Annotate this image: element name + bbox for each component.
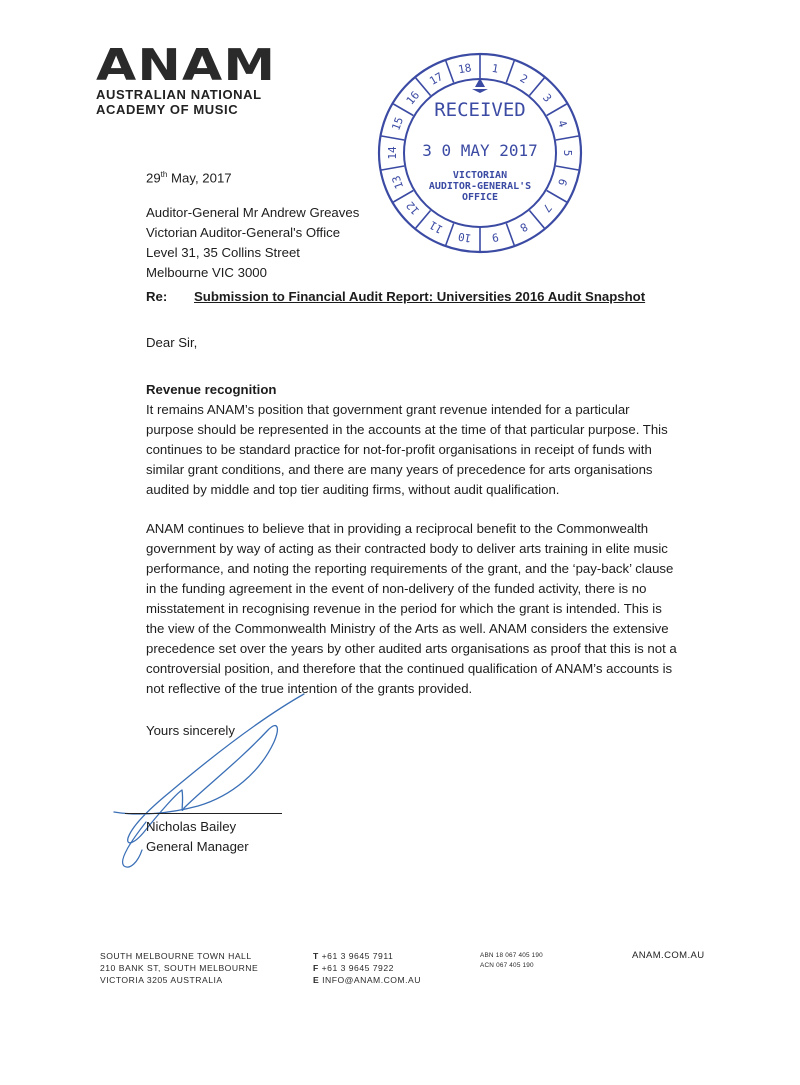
stamp-ring-tick: [446, 223, 454, 245]
stamp-ring-tick: [556, 166, 579, 170]
date-day: 29: [146, 170, 161, 186]
stamp-org-line-1: VICTORIAN: [452, 170, 508, 181]
stamp-ring-tick: [529, 78, 544, 96]
phone-label: T: [313, 951, 319, 961]
email-label: E: [313, 975, 320, 985]
closing: Yours sincerely: [146, 723, 235, 738]
footer-email: [313, 974, 421, 986]
stamp-ring-number: 6: [554, 176, 570, 188]
recipient-address: [146, 203, 359, 283]
logo-line-2: ACADEMY OF MUSIC: [96, 102, 239, 117]
stamp-ring-number: 14: [386, 146, 399, 160]
signature-line: [125, 813, 282, 814]
date-rest: May, 2017: [167, 170, 232, 186]
letter-date: [146, 165, 232, 188]
stamp-ring-number: 17: [427, 70, 446, 88]
paragraph-line: controversial position, and therefore that the continued qualification of ANAM’s accounts is: [146, 661, 673, 676]
footer-address-line: SOUTH MELBOURNE TOWN HALL: [100, 951, 252, 961]
footer-phone: [313, 950, 421, 962]
logo-wordmark: ANAM: [96, 40, 277, 91]
stamp-ring-number: 11: [427, 218, 446, 236]
stamp-ring-number: 7: [539, 201, 555, 215]
stamp-ring-number: 3: [539, 91, 555, 105]
signer-name: Nicholas Bailey: [146, 819, 237, 834]
stamp-ring-tick: [547, 104, 567, 116]
subject-line: [146, 287, 645, 307]
paragraph-2: [146, 519, 677, 699]
paragraph-line: precedence set over the years by other audited arts organisations as proof that this is not a: [146, 641, 677, 656]
footer-website: ANAM.COM.AU: [632, 950, 705, 961]
footer-contact: [313, 950, 421, 986]
stamp-ring-number: 18: [457, 61, 473, 77]
paragraph-line: not reflective of the true intention of the grants provided.: [146, 681, 473, 696]
stamp-ring-tick: [393, 191, 413, 203]
stamp-ring-tick: [547, 191, 567, 203]
paragraph-line: performance, and noting the reporting requirements of the grant, and the ‘pay-back’ clause: [146, 561, 674, 576]
footer-address-line: 210 BANK ST, SOUTH MELBOURNE: [100, 963, 259, 973]
paragraph-line: the view of the Commonwealth Ministry of the Arts as well. ANAM considers the extensive: [146, 621, 669, 636]
section-heading: Revenue recognition: [146, 382, 277, 397]
footer-fax: [313, 962, 421, 974]
stamp-ring-number: 15: [389, 115, 407, 133]
stamp-ring-number: 13: [389, 173, 407, 191]
stamp-ring-tick: [382, 166, 405, 170]
stamp-ring-number: 16: [403, 88, 423, 108]
salutation: Dear Sir,: [146, 335, 198, 350]
email-address: INFO@ANAM.COM.AU: [322, 975, 421, 985]
stamp-date: 3 0 MAY 2017: [422, 141, 538, 160]
signature-stroke-tail: [123, 822, 146, 867]
stamp-ring-number: 2: [517, 71, 530, 87]
stamp-status: RECEIVED: [434, 99, 526, 121]
paragraph-1: [146, 400, 666, 500]
stamp-ring-number: 12: [403, 198, 423, 218]
address-line: Auditor-General Mr Andrew Greaves: [146, 205, 360, 220]
paragraph-line: in the funding agreement in the event of non-delivery of the funded activity, there is no: [146, 581, 647, 596]
signer-title: General Manager: [146, 839, 249, 854]
anam-logo: [96, 40, 277, 117]
footer-acn: ACN 067 405 190: [480, 962, 534, 969]
paragraph-line: ANAM continues to believe that in providing a reciprocal benefit to the Commonwealth: [146, 521, 649, 536]
footer-abn: ABN 18 067 405 190: [480, 952, 543, 959]
stamp-ring-tick: [416, 78, 431, 96]
address-line: Victorian Auditor-General's Office: [146, 225, 341, 240]
crown-icon: [472, 78, 488, 93]
stamp-ring-tick: [529, 210, 544, 228]
fax-label: F: [313, 963, 319, 973]
stamp-ring-tick: [556, 136, 579, 140]
received-stamp: [375, 50, 585, 256]
paragraph-line: continues to be standard practice for not-for-profit organisations in receipt of funds with: [146, 442, 652, 457]
received-stamp-graphic: [375, 50, 585, 256]
stamp-ring-number: 4: [554, 118, 570, 130]
paragraph-line: purpose should be represented in the accounts at the time of that particular purpose. This: [146, 422, 668, 437]
stamp-ring-number: 9: [490, 230, 500, 245]
footer-registration: [480, 951, 543, 971]
subject-text: Submission to Financial Audit Report: Universities 2016 Audit Snapshot: [194, 289, 646, 304]
footer-address: [100, 950, 258, 986]
subject-prefix: Re:: [146, 289, 168, 304]
fax-number: +61 3 9645 7922: [321, 963, 394, 973]
paragraph-line: audited by middle and top tier auditing firms, without audit qualification.: [146, 482, 560, 497]
address-line: Level 31, 35 Collins Street: [146, 245, 300, 260]
stamp-ring-tick: [506, 223, 514, 245]
paragraph-line: misstatement in recognising revenue in the period for which the grant is intended. This is: [146, 601, 662, 616]
stamp-ring-tick: [506, 61, 514, 83]
paragraph-line: government by way of acting as their contracted body to deliver arts training in elite music: [146, 541, 668, 556]
phone-number: +61 3 9645 7911: [321, 951, 394, 961]
date-suffix: th: [160, 170, 168, 179]
footer-address-line: VICTORIA 3205 AUSTRALIA: [100, 975, 223, 985]
stamp-org-line-3: OFFICE: [461, 192, 499, 203]
stamp-org-line-2: AUDITOR-GENERAL'S: [428, 181, 532, 192]
stamp-ring-number: 1: [490, 61, 500, 76]
stamp-ring-number: 8: [517, 219, 530, 235]
address-line: Melbourne VIC 3000: [146, 265, 267, 280]
logo-line-1: AUSTRALIAN NATIONAL: [96, 87, 262, 102]
stamp-ring-tick: [382, 136, 405, 140]
paragraph-line: It remains ANAM’s position that government grant revenue intended for a particular: [146, 402, 630, 417]
signer-block: [146, 817, 249, 857]
stamp-ring-tick: [446, 61, 454, 83]
paragraph-line: similar grant conditions, and there are many years of precedence for arts organisations: [146, 462, 653, 477]
stamp-ring-number: 10: [457, 229, 473, 245]
stamp-ring-number: 5: [561, 149, 574, 157]
